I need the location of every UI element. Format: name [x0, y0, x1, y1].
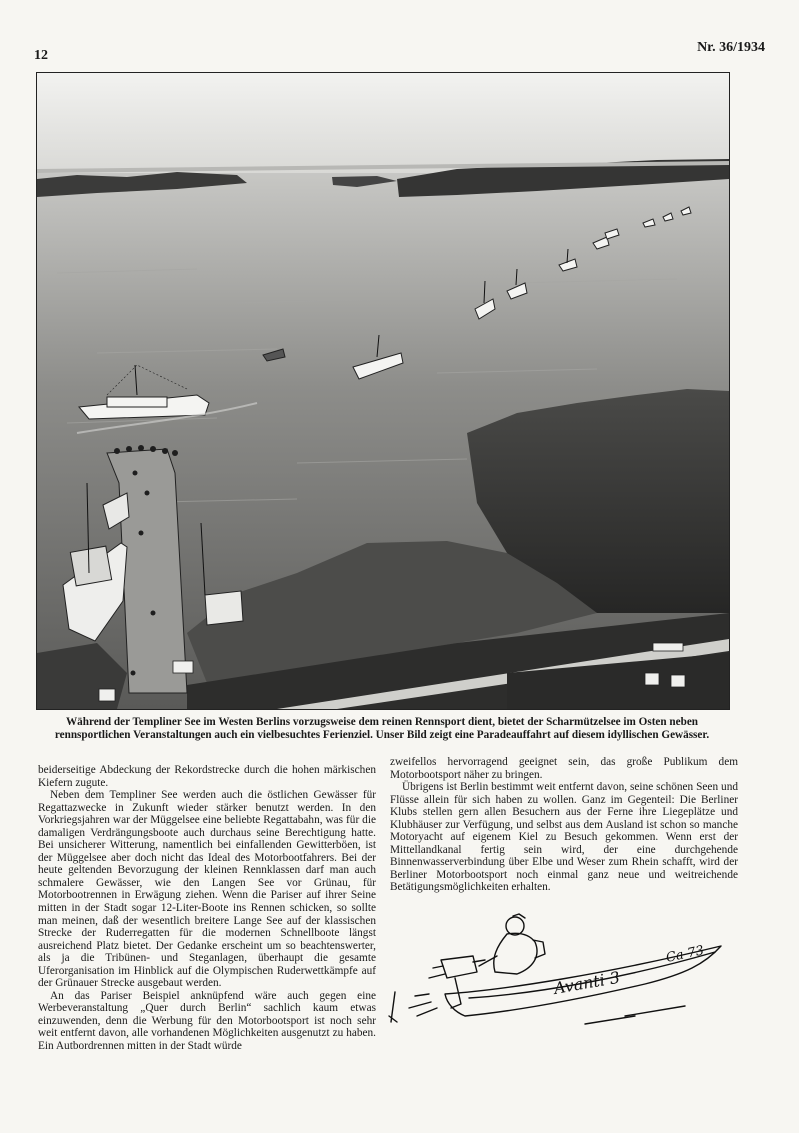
page-number: 12 — [34, 48, 48, 63]
speedboat-sketch — [385, 912, 737, 1044]
article-paragraph: Neben dem Templiner See werden auch die östlichen Gewässer für Regattazwecke in Zukunft wieder stärker benutzt werden. In den Vorkriegsjahren war der Müggelsee eine beliebte Regattabahn, was für die damaligen Verdrängungsboote auch durchaus seine Berechtigung hatte. Bei unsicherer Witterung, namentlich bei einfallenden Gewitterböen, ist der Müggelsee aber doch nicht das Ideal des Motorbootfahrers. Bei der heute geltenden Bevorzugung der kleinen Rennklassen darf man auch schmalere Gewässer, wie den Langen See vor Grünau, für Motorbootrennen in Erwägung ziehen. Wenn die Pariser auf ihrer Seine mitten in der Stadt sogar 12-Liter-Boote ins Rennen schicken, so sollte man meinen, daß der wesentlich breitere Lange See auf der klassischen Strecke der Ruderregatten für die modernen Schnellboote längst ausreichend Platz bietet. Der Gedanke erscheint um so beachtenswerter, als ja die Tribünen- und Steganlagen, überhaupt die gesamte Uferorganisation im Hinblick auf die Olympischen Ruderwettkämpfe auf der Grünauer Strecke ausgebaut werden. — [38, 789, 376, 990]
issue-label: Nr. 36/1934 — [697, 40, 765, 55]
article-paragraph: An das Pariser Beispiel anknüpfend wäre auch gegen eine Werbeveranstaltung „Quer durch Berlin“ sachlich kaum etwas einzuwenden, denn die Werbung für den Motorbootsport ist noch sehr weit entfernt davon, alle vorhandenen Möglichkeiten ausgenutzt zu haben. Ein Autbordrennen mitten in der Stadt würde — [38, 989, 376, 1053]
article-right-column — [390, 756, 738, 894]
article-paragraph: beiderseitige Abdeckung der Rekordstrecke durch die hohen märkischen Kiefern zugute. — [38, 764, 376, 789]
boat-number-lettering: Ca 73 — [664, 943, 706, 966]
article-paragraph: zweifellos hervorragend geeignet sein, das große Publikum dem Motorbootsport näher zu bringen. — [390, 756, 738, 781]
article-paragraph: Übrigens ist Berlin bestimmt weit entfernt davon, seine schönen Seen und Flüsse allein für sich haben zu wollen. Ganz im Gegenteil: Die Berliner Klubs stellen gern allen Besuchern aus der Ferne ihre Liegeplätze und Klubhäuser zur Verfügung, und selbst aus dem Ausland ist schon so manche Motoryacht auf eigenem Kiel zu Besuch gekommen. Wenn erst der Mittellandkanal fertig sein wird, der eine durchgehende Binnenwasserverbindung über Elbe und Weser zum Rhein schafft, wird der Berliner Motorbootsport noch einmal ganz neue und weitreichende Betätigungsmöglichkeiten erhalten. — [390, 781, 738, 894]
boat-name-lettering: Avanti 3 — [552, 967, 622, 998]
article-left-column — [38, 764, 376, 1053]
photo-caption: Während der Templiner See im Westen Berlins vorzugsweise dem reinen Rennsport dient, bietet der Scharmützelsee im Osten neben rennsportlichen Veranstaltungen auch ein vielbesuchtes Ferienziel. Unser Bild zeigt eine Paradeauffahrt auf diesem idyllischen Gewässer. — [54, 716, 710, 741]
lake-parade-photo — [36, 72, 730, 710]
